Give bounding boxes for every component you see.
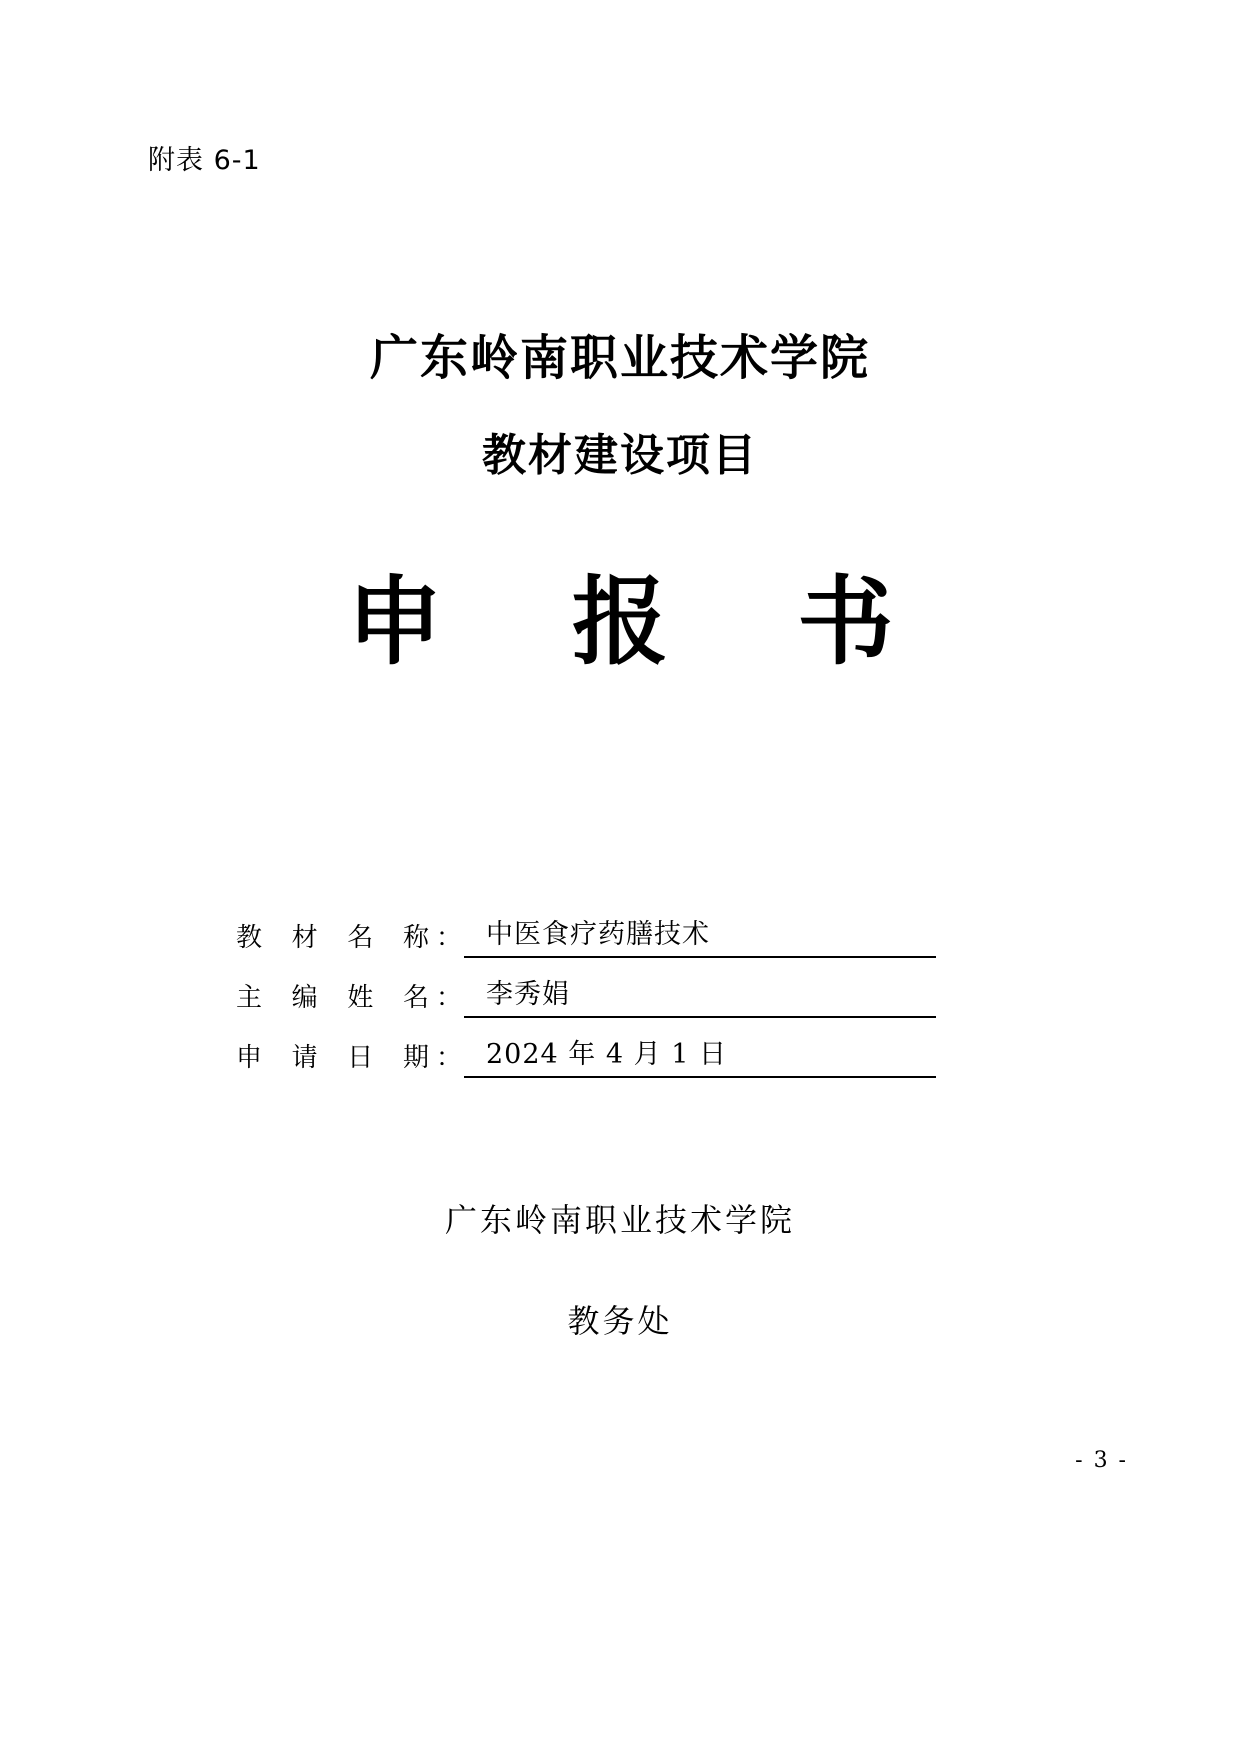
title-block bbox=[0, 330, 1240, 482]
field-label-textbook-name: 教 材 名 称 bbox=[236, 923, 436, 953]
footer-department: 教务处 bbox=[567, 1302, 673, 1340]
page-number: - 3 - bbox=[1075, 1448, 1128, 1473]
document-main-title: 申 报 书 bbox=[346, 566, 942, 678]
field-colon-editor-name: ： bbox=[435, 983, 462, 1013]
footer-block bbox=[0, 1195, 1240, 1342]
field-value-textbook-name[interactable]: 中医食疗药膳技术 bbox=[464, 912, 936, 958]
fields-section bbox=[236, 900, 936, 1080]
field-row-editor-name bbox=[236, 960, 936, 1018]
field-value-application-date[interactable]: 2024 年 4 月 1 日 bbox=[464, 1032, 936, 1078]
field-colon-textbook-name: ： bbox=[435, 923, 462, 953]
form-code-label: 附表 6-1 bbox=[148, 145, 261, 176]
field-label-editor-name: 主 编 姓 名 bbox=[236, 983, 436, 1013]
footer-organization: 广东岭南职业技术学院 bbox=[444, 1201, 795, 1239]
institution-title: 广东岭南职业技术学院 bbox=[369, 330, 870, 386]
field-colon-application-date: ： bbox=[435, 1043, 462, 1073]
field-value-editor-name[interactable]: 李秀娟 bbox=[464, 972, 936, 1018]
field-label-application-date: 申 请 日 期 bbox=[236, 1043, 436, 1073]
project-title: 教材建设项目 bbox=[482, 429, 758, 481]
field-row-application-date bbox=[236, 1020, 936, 1078]
field-row-textbook-name bbox=[236, 900, 936, 958]
